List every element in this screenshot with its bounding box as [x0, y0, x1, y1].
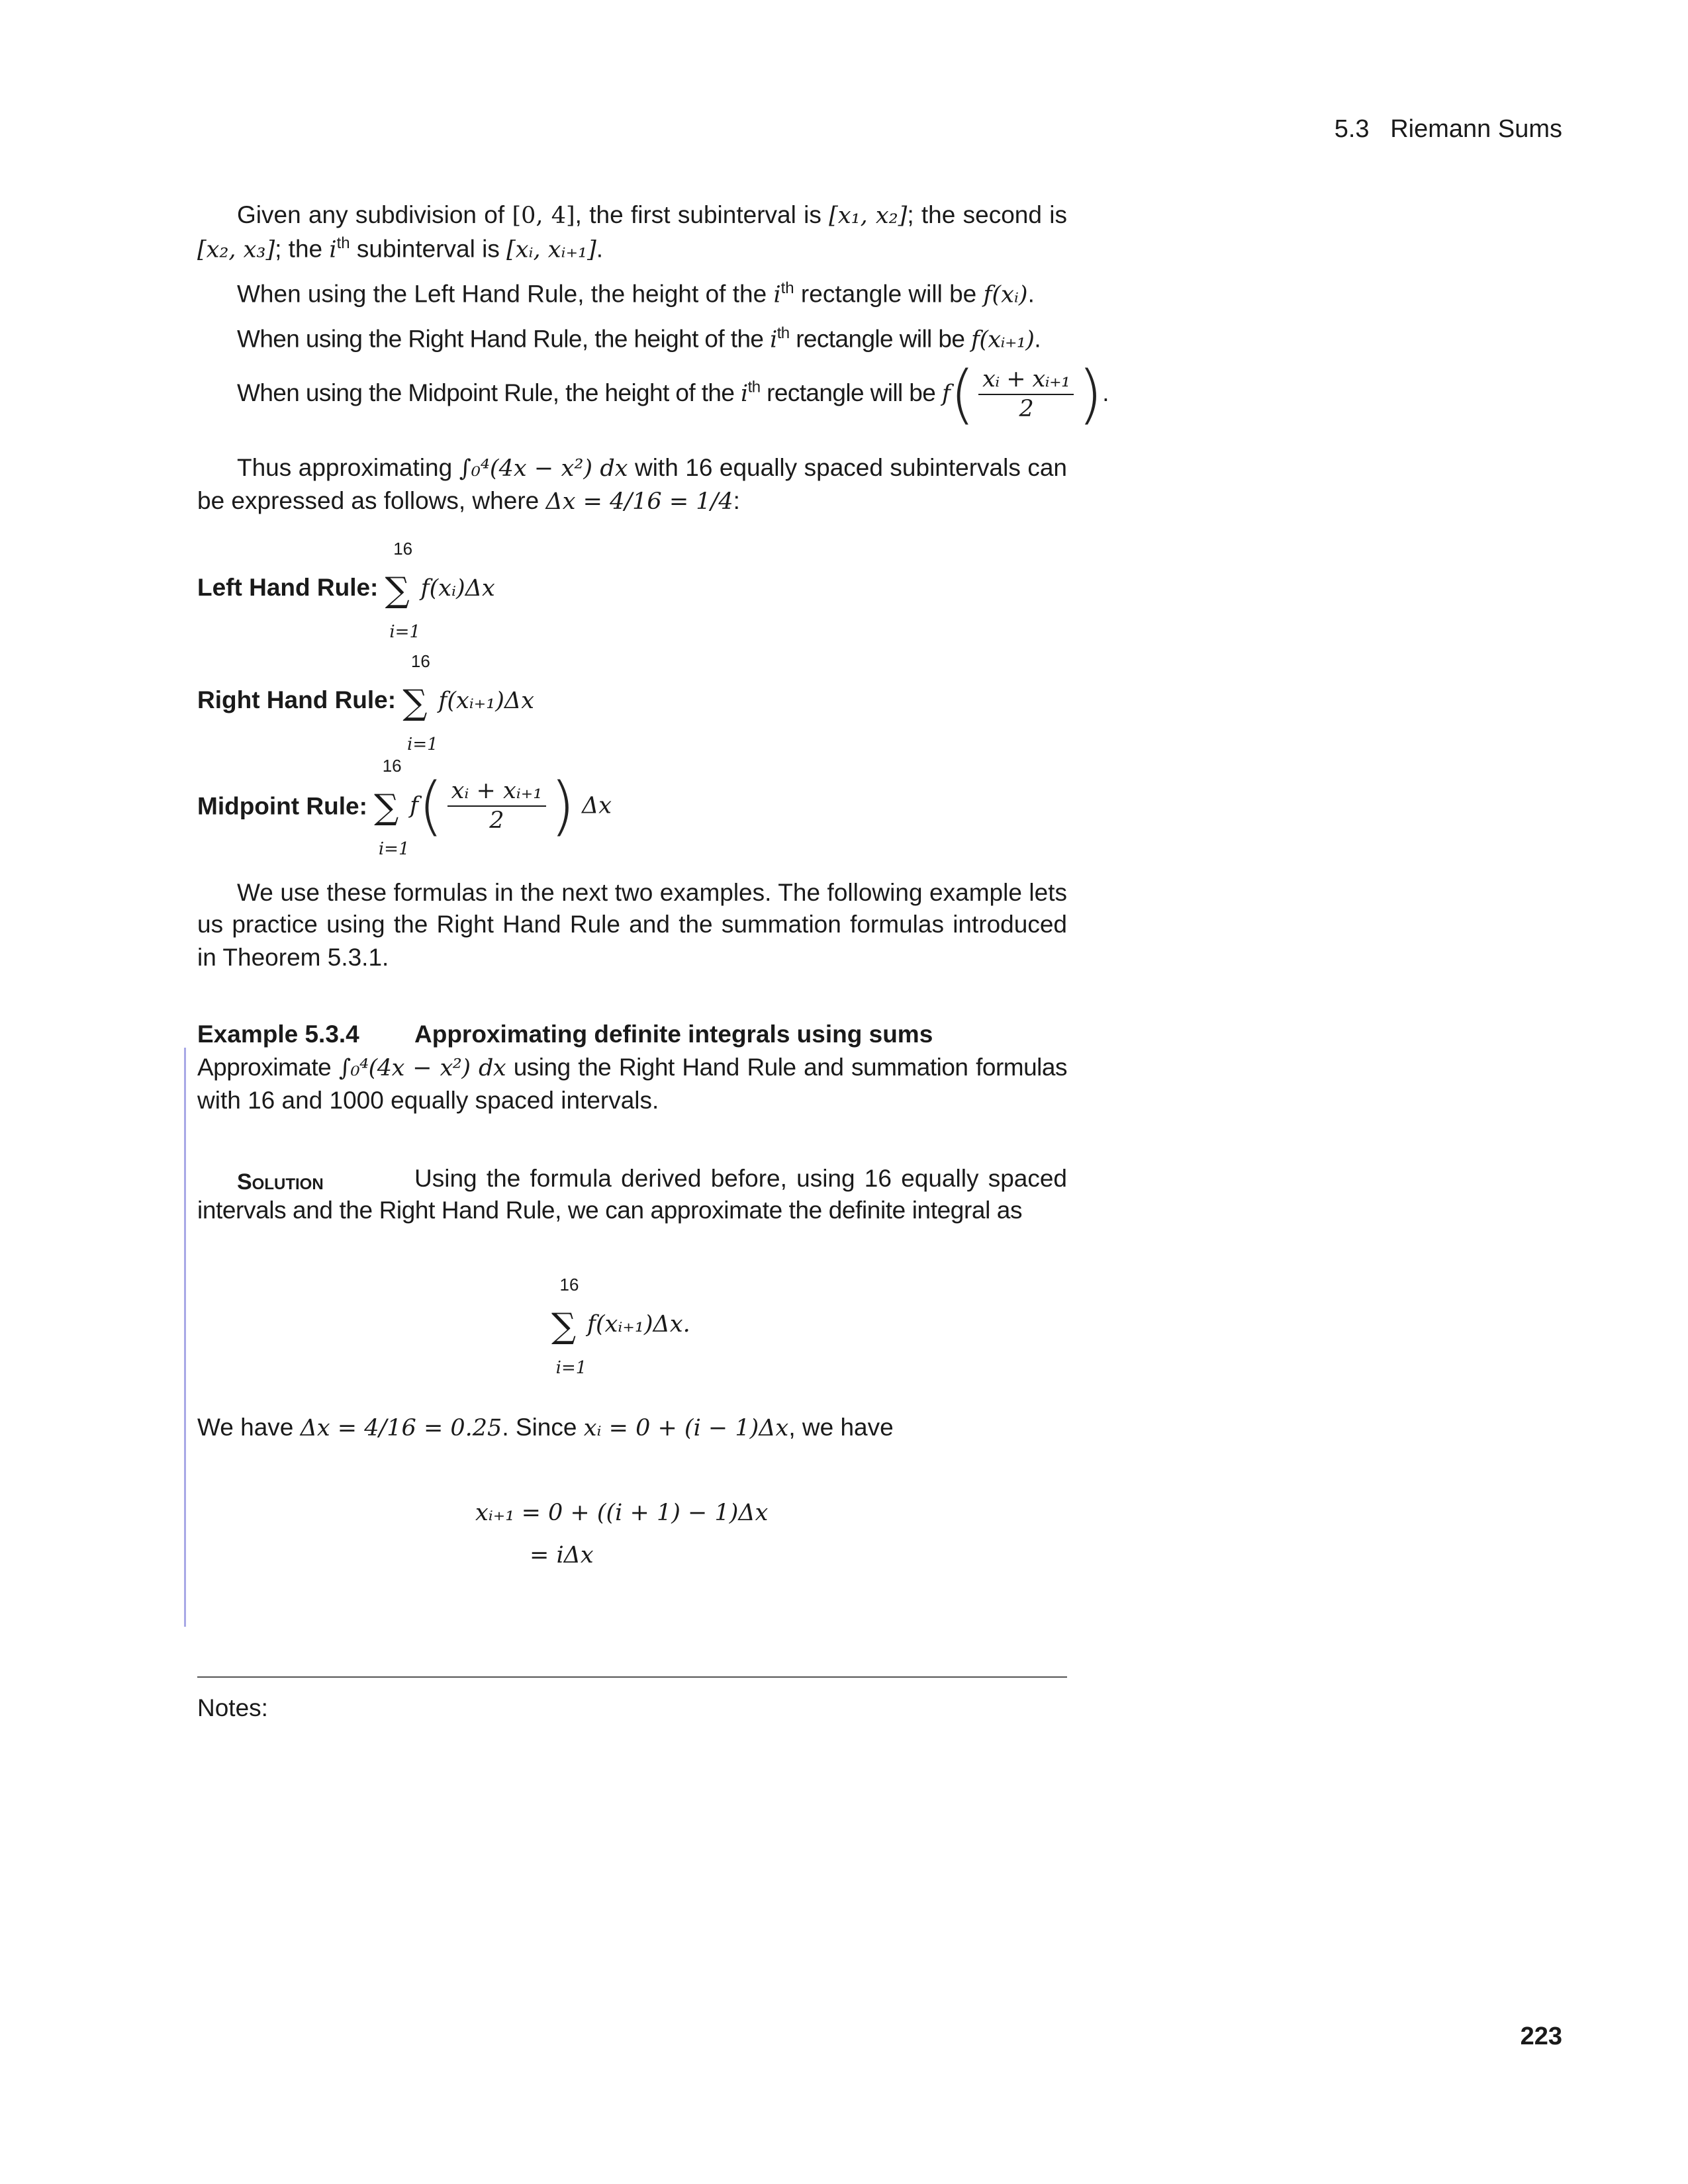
- left-rule-line: [237, 281, 1035, 306]
- paren: ): [1078, 357, 1103, 432]
- text: Using the formula derived before, using 16 equally spaced: [414, 1165, 1067, 1192]
- superscript: th: [780, 279, 794, 297]
- right-hand-rule-formula: [197, 651, 534, 754]
- solution-label-text: Solution: [237, 1169, 324, 1195]
- page-number-text: 223: [1520, 2023, 1562, 2050]
- section-title: Riemann Sums: [1390, 115, 1562, 143]
- notes-label: [197, 1696, 268, 1720]
- text: , the first subinterval is: [575, 201, 829, 228]
- text: rectangle will be: [789, 325, 971, 353]
- text: :: [733, 487, 740, 514]
- sum-lower: i=1: [389, 622, 420, 642]
- math: ∫₀⁴(4x − x²) dx: [338, 1055, 506, 1081]
- math: Δx = 4/16 = 1/4: [545, 488, 733, 515]
- sum-upper: 16: [559, 1275, 579, 1295]
- sum-lower: i=1: [555, 1358, 587, 1378]
- text: .: [1034, 325, 1041, 353]
- running-header: [1335, 116, 1562, 142]
- math: i: [329, 236, 337, 263]
- sum-body: f(xᵢ₊₁)Δx.: [587, 1310, 690, 1338]
- math: Δx = 4/16 = 0.25: [300, 1415, 502, 1441]
- summation: [551, 1275, 587, 1378]
- paren: ): [550, 769, 575, 843]
- text: Thus approximating: [237, 454, 459, 481]
- math: i: [741, 380, 748, 407]
- math: [0, 4]: [512, 203, 575, 229]
- right-rule-line: [237, 326, 1041, 351]
- equation-line2: [530, 1542, 594, 1567]
- sum-upper: 16: [410, 651, 430, 671]
- formula-label: Left Hand Rule:: [197, 573, 379, 601]
- text: be expressed as follows, where: [197, 487, 546, 514]
- math: f: [410, 792, 419, 819]
- text: intervals and the Right Hand Rule, we can approximate the definite integral as: [197, 1197, 1023, 1224]
- superscript: th: [747, 378, 761, 396]
- sum-body: f(xᵢ)Δx: [420, 574, 495, 602]
- math: = iΔx: [530, 1542, 594, 1569]
- solution-line2: [197, 1198, 1022, 1222]
- text: ; the: [275, 235, 330, 263]
- math: i: [773, 281, 781, 308]
- text: When using the Midpoint Rule, the height of the: [237, 379, 741, 406]
- paren: (: [418, 769, 444, 843]
- para3-line1: [237, 880, 1067, 905]
- math: xᵢ₊₁: [475, 1500, 515, 1526]
- formula-label: Midpoint Rule:: [197, 792, 367, 820]
- notes-divider: [197, 1676, 1067, 1678]
- para1-line2: [197, 236, 603, 261]
- text: When using the Left Hand Rule, the height of the: [237, 280, 774, 308]
- text: When using the Right Hand Rule, the height of the: [237, 325, 771, 353]
- math: [x₂, x₃]: [197, 236, 275, 263]
- math: f(xᵢ): [983, 281, 1028, 308]
- math: f(xᵢ₊₁): [971, 326, 1035, 353]
- text: Approximate: [197, 1054, 339, 1081]
- sum-lower: i=1: [378, 839, 410, 859]
- sum-upper: 16: [382, 756, 402, 776]
- midpoint-rule-line: [237, 357, 1109, 432]
- denominator: 2: [489, 807, 504, 834]
- math: ∫₀⁴(4x − x²) dx: [459, 455, 628, 482]
- para3-line3: [197, 945, 389, 970]
- text: using the Right Hand Rule and summation formulas: [506, 1054, 1067, 1081]
- math: [xᵢ, xᵢ₊₁]: [506, 236, 596, 263]
- text: .: [596, 235, 604, 263]
- text: rectangle will be: [760, 379, 942, 406]
- sigma-icon: ∑: [374, 788, 399, 827]
- text: ; the second is: [907, 201, 1067, 228]
- text: . Since: [502, 1414, 584, 1441]
- paren: (: [950, 357, 975, 432]
- math: i: [770, 326, 777, 353]
- section-number: 5.3: [1334, 115, 1370, 143]
- text: , we have: [788, 1414, 894, 1441]
- fraction: [978, 368, 1074, 421]
- solution-sum: [551, 1275, 690, 1378]
- para3-line2: [197, 912, 1067, 936]
- text: .: [1027, 280, 1035, 308]
- numerator: xᵢ + xᵢ₊₁: [978, 368, 1074, 395]
- superscript: th: [776, 324, 790, 342]
- example-number: Example 5.3.4: [197, 1021, 359, 1048]
- text: rectangle will be: [794, 280, 984, 308]
- text: us practice using the Right Hand Rule and the summation formulas introduced: [197, 911, 1067, 938]
- text: subinterval is: [350, 235, 507, 263]
- sum-lower: i=1: [407, 735, 438, 754]
- example-line1: [197, 1055, 1067, 1080]
- math: xᵢ = 0 + (i − 1)Δx: [583, 1415, 789, 1441]
- midpoint-rule-formula: [197, 756, 612, 859]
- sum-upper: 16: [393, 539, 413, 559]
- text: with 16 and 1000 equally spaced intervals.: [197, 1087, 659, 1114]
- notes-label-text: Notes:: [197, 1694, 268, 1721]
- solution-label: [237, 1169, 324, 1193]
- math: f: [941, 380, 951, 407]
- text: We use these formulas in the next two examples. The following example lets: [237, 879, 1067, 906]
- sigma-icon: ∑: [385, 570, 410, 610]
- fraction: [447, 780, 547, 833]
- sigma-icon: ∑: [551, 1306, 577, 1346]
- superscript: th: [336, 234, 350, 252]
- left-hand-rule-formula: [197, 539, 495, 642]
- formula-label: Right Hand Rule:: [197, 686, 397, 713]
- math: Δx: [581, 792, 612, 819]
- text: We have: [197, 1414, 301, 1441]
- text: Given any subdivision of: [237, 201, 512, 228]
- page-number: [1521, 2024, 1562, 2049]
- para2-line2: [197, 488, 740, 514]
- text: with 16 equally spaced subintervals can: [628, 454, 1067, 481]
- text: .: [1102, 379, 1109, 406]
- example-heading: [197, 1021, 933, 1048]
- sum-body: f(xᵢ₊₁)Δx: [438, 687, 534, 714]
- summation: [402, 651, 438, 754]
- denominator: 2: [1019, 396, 1034, 422]
- example-bar: [184, 1048, 186, 1627]
- solution-line1: [414, 1166, 1067, 1191]
- example-line2: [197, 1088, 659, 1113]
- summation: [385, 539, 421, 642]
- math: = 0 + ((i + 1) − 1)Δx: [521, 1500, 769, 1526]
- numerator: xᵢ + xᵢ₊₁: [447, 780, 547, 807]
- we-have-line: [197, 1415, 894, 1440]
- summation: [374, 756, 410, 859]
- para1-line1: [237, 203, 1067, 228]
- example-title: Approximating definite integrals using sums: [414, 1021, 933, 1048]
- text: in Theorem 5.3.1.: [197, 944, 389, 971]
- para2-line1: [237, 455, 1067, 480]
- math: [x₁, x₂]: [829, 203, 908, 229]
- equation-line1: [475, 1500, 768, 1525]
- sigma-icon: ∑: [402, 683, 428, 723]
